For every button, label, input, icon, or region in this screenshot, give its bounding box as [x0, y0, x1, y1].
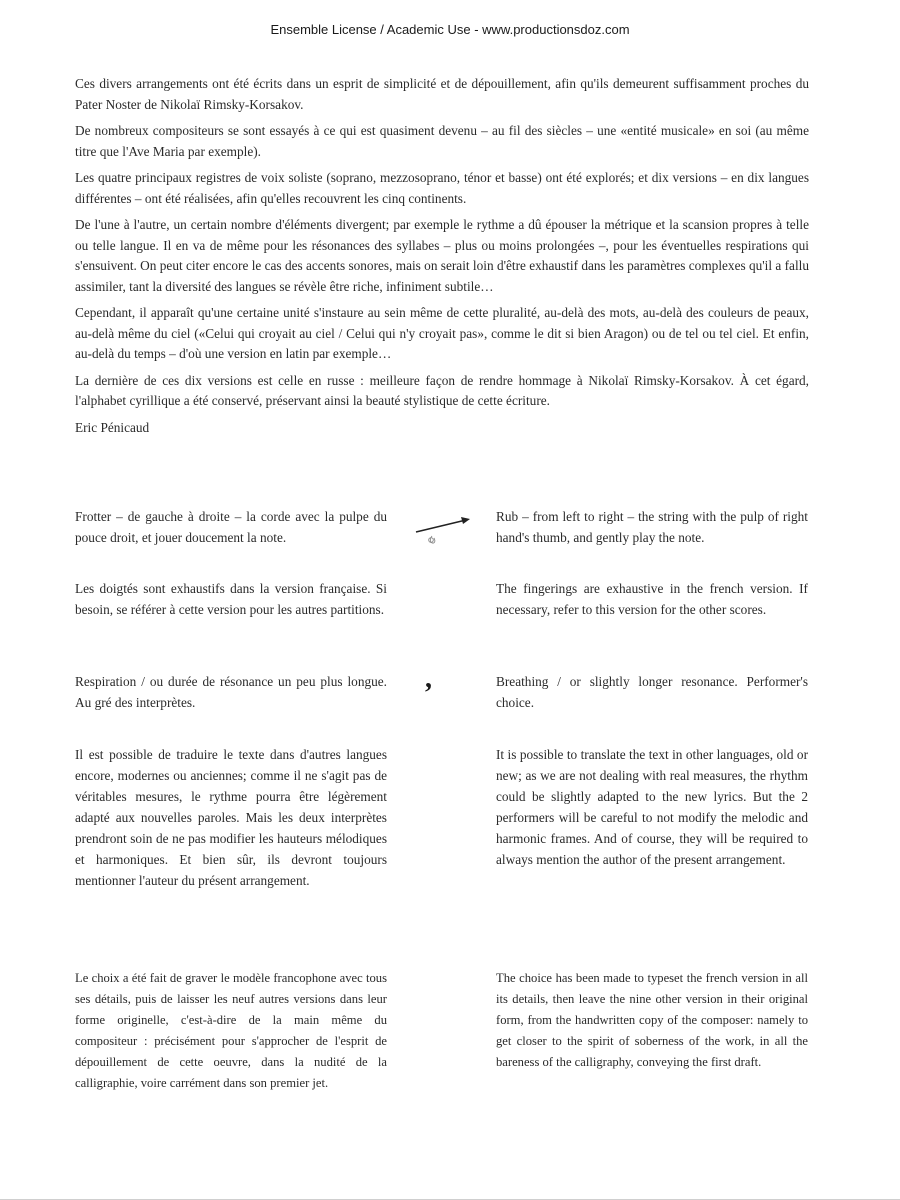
- note-text-en: It is possible to translate the text in other languages, old or new; as we are not dealing with real measures, the rhythm could be slightly adapted to the new lyrics. But the 2 performers will be careful to not modify the melodic and harmonic frames. And of course, they will be required to always mention the author of the present arrangement.: [496, 747, 808, 867]
- breath-mark-icon: ,: [425, 663, 432, 694]
- intro-paragraph: Les quatre principaux registres de voix soliste (soprano, mezzosoprano, ténor et basse) ont été explorés; et dix versions – en dix langues différentes – ont été réalisées, afin qu'elles recouvrent les cinq continents.: [75, 170, 809, 206]
- note-text-en: Rub – from left to right – the string with the pulp of right hand's thumb, and gently play the note.: [496, 509, 808, 545]
- note-row-engraving: [0, 968, 900, 1168]
- note-text-fr: Respiration / ou durée de résonance un peu plus longue. Au gré des interprètes.: [75, 674, 387, 710]
- note-text-en: The fingerings are exhaustive in the french version. If necessary, refer to this version for the other scores.: [496, 581, 808, 617]
- rub-arrow-icon: [412, 510, 474, 544]
- note-text-en: The choice has been made to typeset the french version in all its details, then leave the nine other version in their original form, from the handwritten copy of the composer: namely to get closer to the spirit of soberness of the work, in all the bareness of the calligraphy, conveying the first draft.: [496, 971, 808, 1069]
- note-text-fr: Frotter – de gauche à droite – la corde avec la pulpe du pouce droit, et jouer doucement la note.: [75, 509, 387, 545]
- note-text-fr: Les doigtés sont exhaustifs dans la version française. Si besoin, se référer à cette version pour les autres partitions.: [75, 581, 387, 617]
- intro-paragraph: De l'une à l'autre, un certain nombre d'éléments divergent; par exemple le rythme a dû épouser la métrique et la scansion propres à telle ou telle langue. Il en va de même pour les résonances des syllabes – plus ou moins prolongées –, pour les éventuelles respirations qui s'ensuivent. On peut citer encore le cas des accents sonores, mais on serait loin d'être exhaustif dans les paramètres complexes qu'il a fallu assimiler, tant la diversité des langues se révèle être riche, infiniment subtile…: [75, 217, 809, 294]
- intro-paragraph: De nombreux compositeurs se sont essayés à ce qui est quasiment devenu – au fil des siècles – une «entité musicale» en soi (au même titre que l'Ave Maria par exemple).: [75, 123, 809, 159]
- intro-paragraph: Cependant, il apparaît qu'une certaine unité s'instaure au sein même de cette pluralité, au-delà des mots, au-delà des couleurs de peaux, au-delà même du ciel («Celui qui croyait au ciel / Celui qui n'y croyait pas», comme le dit si bien Aragon) ou de tel ou tel ciel. Et enfin, au-delà du temps – d'où une version en latin par exemple…: [75, 305, 809, 361]
- intro-paragraph: Ces divers arrangements ont été écrits dans un esprit de simplicité et de dépouillement, afin qu'ils demeurent suffisamment proches du Pater Noster de Nikolaï Rimsky-Korsakov.: [75, 76, 809, 112]
- note-text-en: Breathing / or slightly longer resonance. Performer's choice.: [496, 674, 808, 710]
- intro-paragraph: La dernière de ces dix versions est celle en russe : meilleure façon de rendre hommage à Nikolaï Rimsky-Korsakov. À cet égard, l'alphabet cyrillique a été conservé, préservant ainsi la beauté stylistique de cette écriture.: [75, 372, 809, 408]
- signature: Eric Pénicaud: [75, 419, 150, 435]
- page-header: Ensemble License / Academic Use - www.productionsdoz.com: [270, 22, 630, 37]
- note-text-fr: Il est possible de traduire le texte dans d'autres langues encore, modernes ou anciennes; comme il ne s'agit pas de véritables mesures, le rythme pourra être légèrement adapté aux nouvelles paroles. Mais les deux interprètes prendront soin de ne pas modifier les hauteurs mélodiques et harmoniques. Et bien sûr, ils devront toujours mentionner l'auteur du présent arrangement.: [75, 747, 387, 888]
- note-text-fr: Le choix a été fait de graver le modèle francophone avec tous ses détails, puis de laisser les neuf autres versions dans leur forme originelle, c'est-à-dire de la main même du compositeur : précisément pour s'approcher de l'esprit de dépouillement de cette oeuvre, dans la nudité de la calligraphie, voire carrément dans son premier jet.: [75, 971, 387, 1090]
- note-row-translation: [0, 744, 900, 944]
- intro-text: [75, 74, 809, 444]
